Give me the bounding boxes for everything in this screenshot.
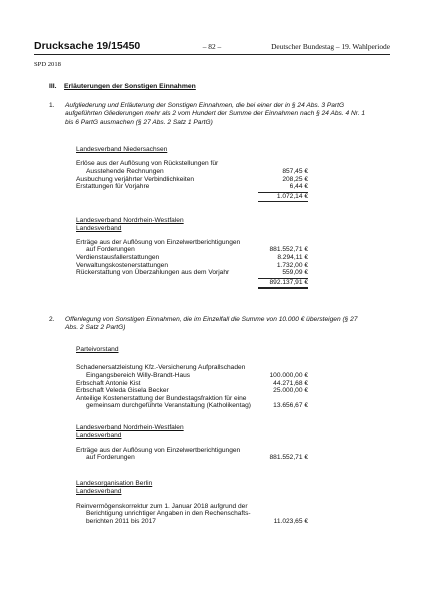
sum-row <box>76 277 308 287</box>
block-heading: Landesverband Nordrhein-Westfalen <box>76 424 184 431</box>
wahlperiode-label: Deutscher Bundestag – 19. Wahlperiode <box>271 42 390 51</box>
block-nrw <box>76 217 308 287</box>
item-2-text: Offenlegung von Sonstigen Einnahmen, die im Einzelfall die Summe von 10.000 € übersteigen (§ 27 Abs. 2 Satz 2 PartG) <box>65 316 358 332</box>
sum-value: 892.137,91 € <box>258 278 308 289</box>
table-row: gemeinsam durchgeführte Veranstaltung (Katholikentag) 13.656,67 € <box>86 402 308 410</box>
block-subheading: Landesverband <box>76 488 122 496</box>
table-row: Verwaltungskostenerstattungen 1.732,00 € <box>76 261 308 269</box>
block-heading: Landesverband Niedersachsen <box>76 146 168 153</box>
block-niedersachsen <box>76 146 308 201</box>
table-row: Schadenersatzleistung Kfz.-Versicherung Aufprallschaden <box>76 364 246 372</box>
table-row: Erbschaft Veleda Gisela Becker 25.000,00 € <box>76 387 308 395</box>
header-rule <box>34 54 390 55</box>
page-header <box>34 40 390 53</box>
item-1 <box>49 102 369 127</box>
block-heading: Parteivorstand <box>76 346 119 353</box>
table-row: Reinvermögenskorrektur zum 1. Januar 2018 aufgrund der <box>76 502 248 510</box>
section-title <box>49 83 196 90</box>
block-heading: Landesorganisation Berlin <box>76 480 153 487</box>
table-row: Berichtigung unrichtiger Angaben in den Rechenschafts- <box>86 510 251 518</box>
table-row: Erlöse aus der Auflösung von Rückstellungen für <box>76 160 219 168</box>
item-1-text: Aufgliederung und Erläuterung der Sonstigen Einnahmen, die bei einer der in § 24 Abs. 3 PartG aufgeführten Gliederungen mehr als 2 vom Hundert der Summe der Einnahmen nach § 24 Abs. 4 Nr. 1 bis 6 PartG ausmachen (§ 27 Abs. 2 Satz 1 PartG) <box>65 102 366 126</box>
page-number: – 82 – <box>202 42 222 51</box>
table-row: Verdienstausfallerstattungen 8.294,11 € <box>76 254 308 261</box>
table-row: Ausbuchung verjährter Verbindlichkeiten 208,25 € <box>76 175 308 183</box>
block-berlin <box>76 480 308 526</box>
item-2-number: 2. <box>49 316 55 323</box>
section-heading: Erläuterungen der Sonstigen Einnahmen <box>64 83 196 90</box>
table-row: auf Forderungen 881.552,71 € <box>86 246 308 254</box>
table-row: Rückerstattung von Überzahlungen aus dem Vorjahr 559,09 € <box>76 269 308 277</box>
table-row: Erträge aus der Auflösung von Einzelwertberichtigungen <box>76 238 241 246</box>
sum-value: 1.072,14 € <box>258 192 308 202</box>
table-row: berichten 2011 bis 2017 11.023,65 € <box>86 518 308 525</box>
block-subheading: Landesverband <box>76 432 122 440</box>
table-row: Anteilige Kostenerstattung der Bundestagsfraktion für eine <box>76 394 247 402</box>
block-parteivorstand <box>76 346 308 410</box>
item-2 <box>49 316 369 333</box>
block-heading: Landesverband Nordrhein-Westfalen <box>76 217 184 224</box>
table-row: Erträge aus der Auflösung von Einzelwertberichtigungen <box>76 446 241 454</box>
table-row: Eingangsbereich Willy-Brandt-Haus 100.000,00 € <box>86 372 308 379</box>
table-row: Ausstehende Rechnungen 857,45 € <box>86 168 308 175</box>
party-label: SPD 2018 <box>34 61 61 68</box>
section-number: III. <box>49 83 57 90</box>
block-subheading: Landesverband <box>76 225 122 233</box>
table-row: Erbschaft Antonie Kist 44.271,68 € <box>76 379 308 387</box>
sum-row <box>76 191 308 201</box>
block-nrw-2 <box>76 424 308 462</box>
item-1-number: 1. <box>49 102 55 109</box>
table-row: auf Forderungen 881.552,71 € <box>86 454 308 462</box>
drucksache-number: Drucksache 19/15450 <box>34 40 141 52</box>
table-row: Erstattungen für Vorjahre 6,44 € <box>76 183 308 191</box>
